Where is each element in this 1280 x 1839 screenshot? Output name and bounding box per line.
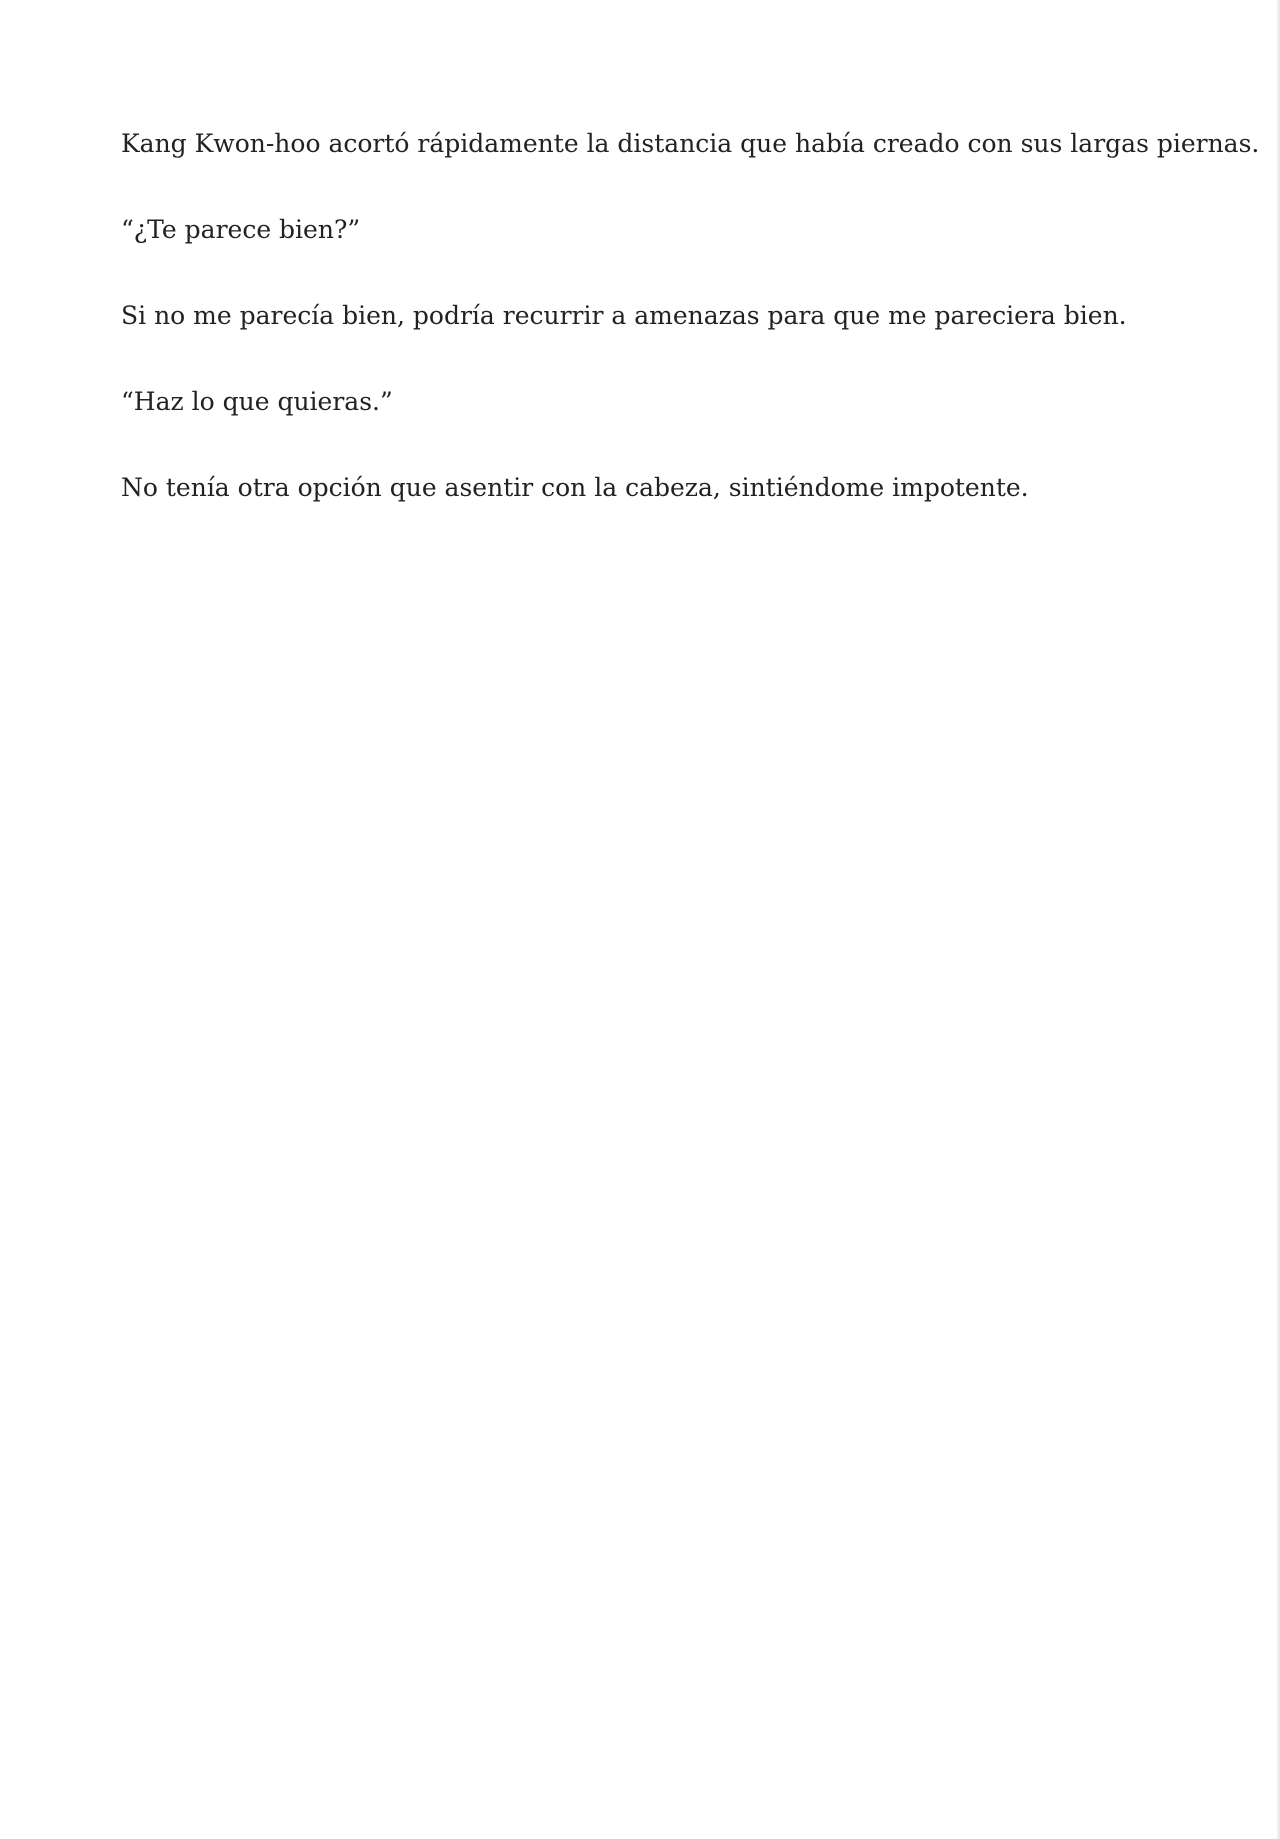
text-block (121, 119, 1260, 549)
paragraph-2: “¿Te parece bien?” (121, 215, 361, 244)
paragraph-5: No tenía otra opción que asentir con la cabeza, sintiéndome impotente. (121, 473, 1029, 502)
paragraph-1: Kang Kwon-hoo acortó rápidamente la distancia que había creado con sus largas piernas. (121, 129, 1260, 158)
paragraph-4: “Haz lo que quieras.” (121, 387, 393, 416)
paragraph-3: Si no me parecía bien, podría recurrir a amenazas para que me pareciera bien. (121, 301, 1127, 330)
